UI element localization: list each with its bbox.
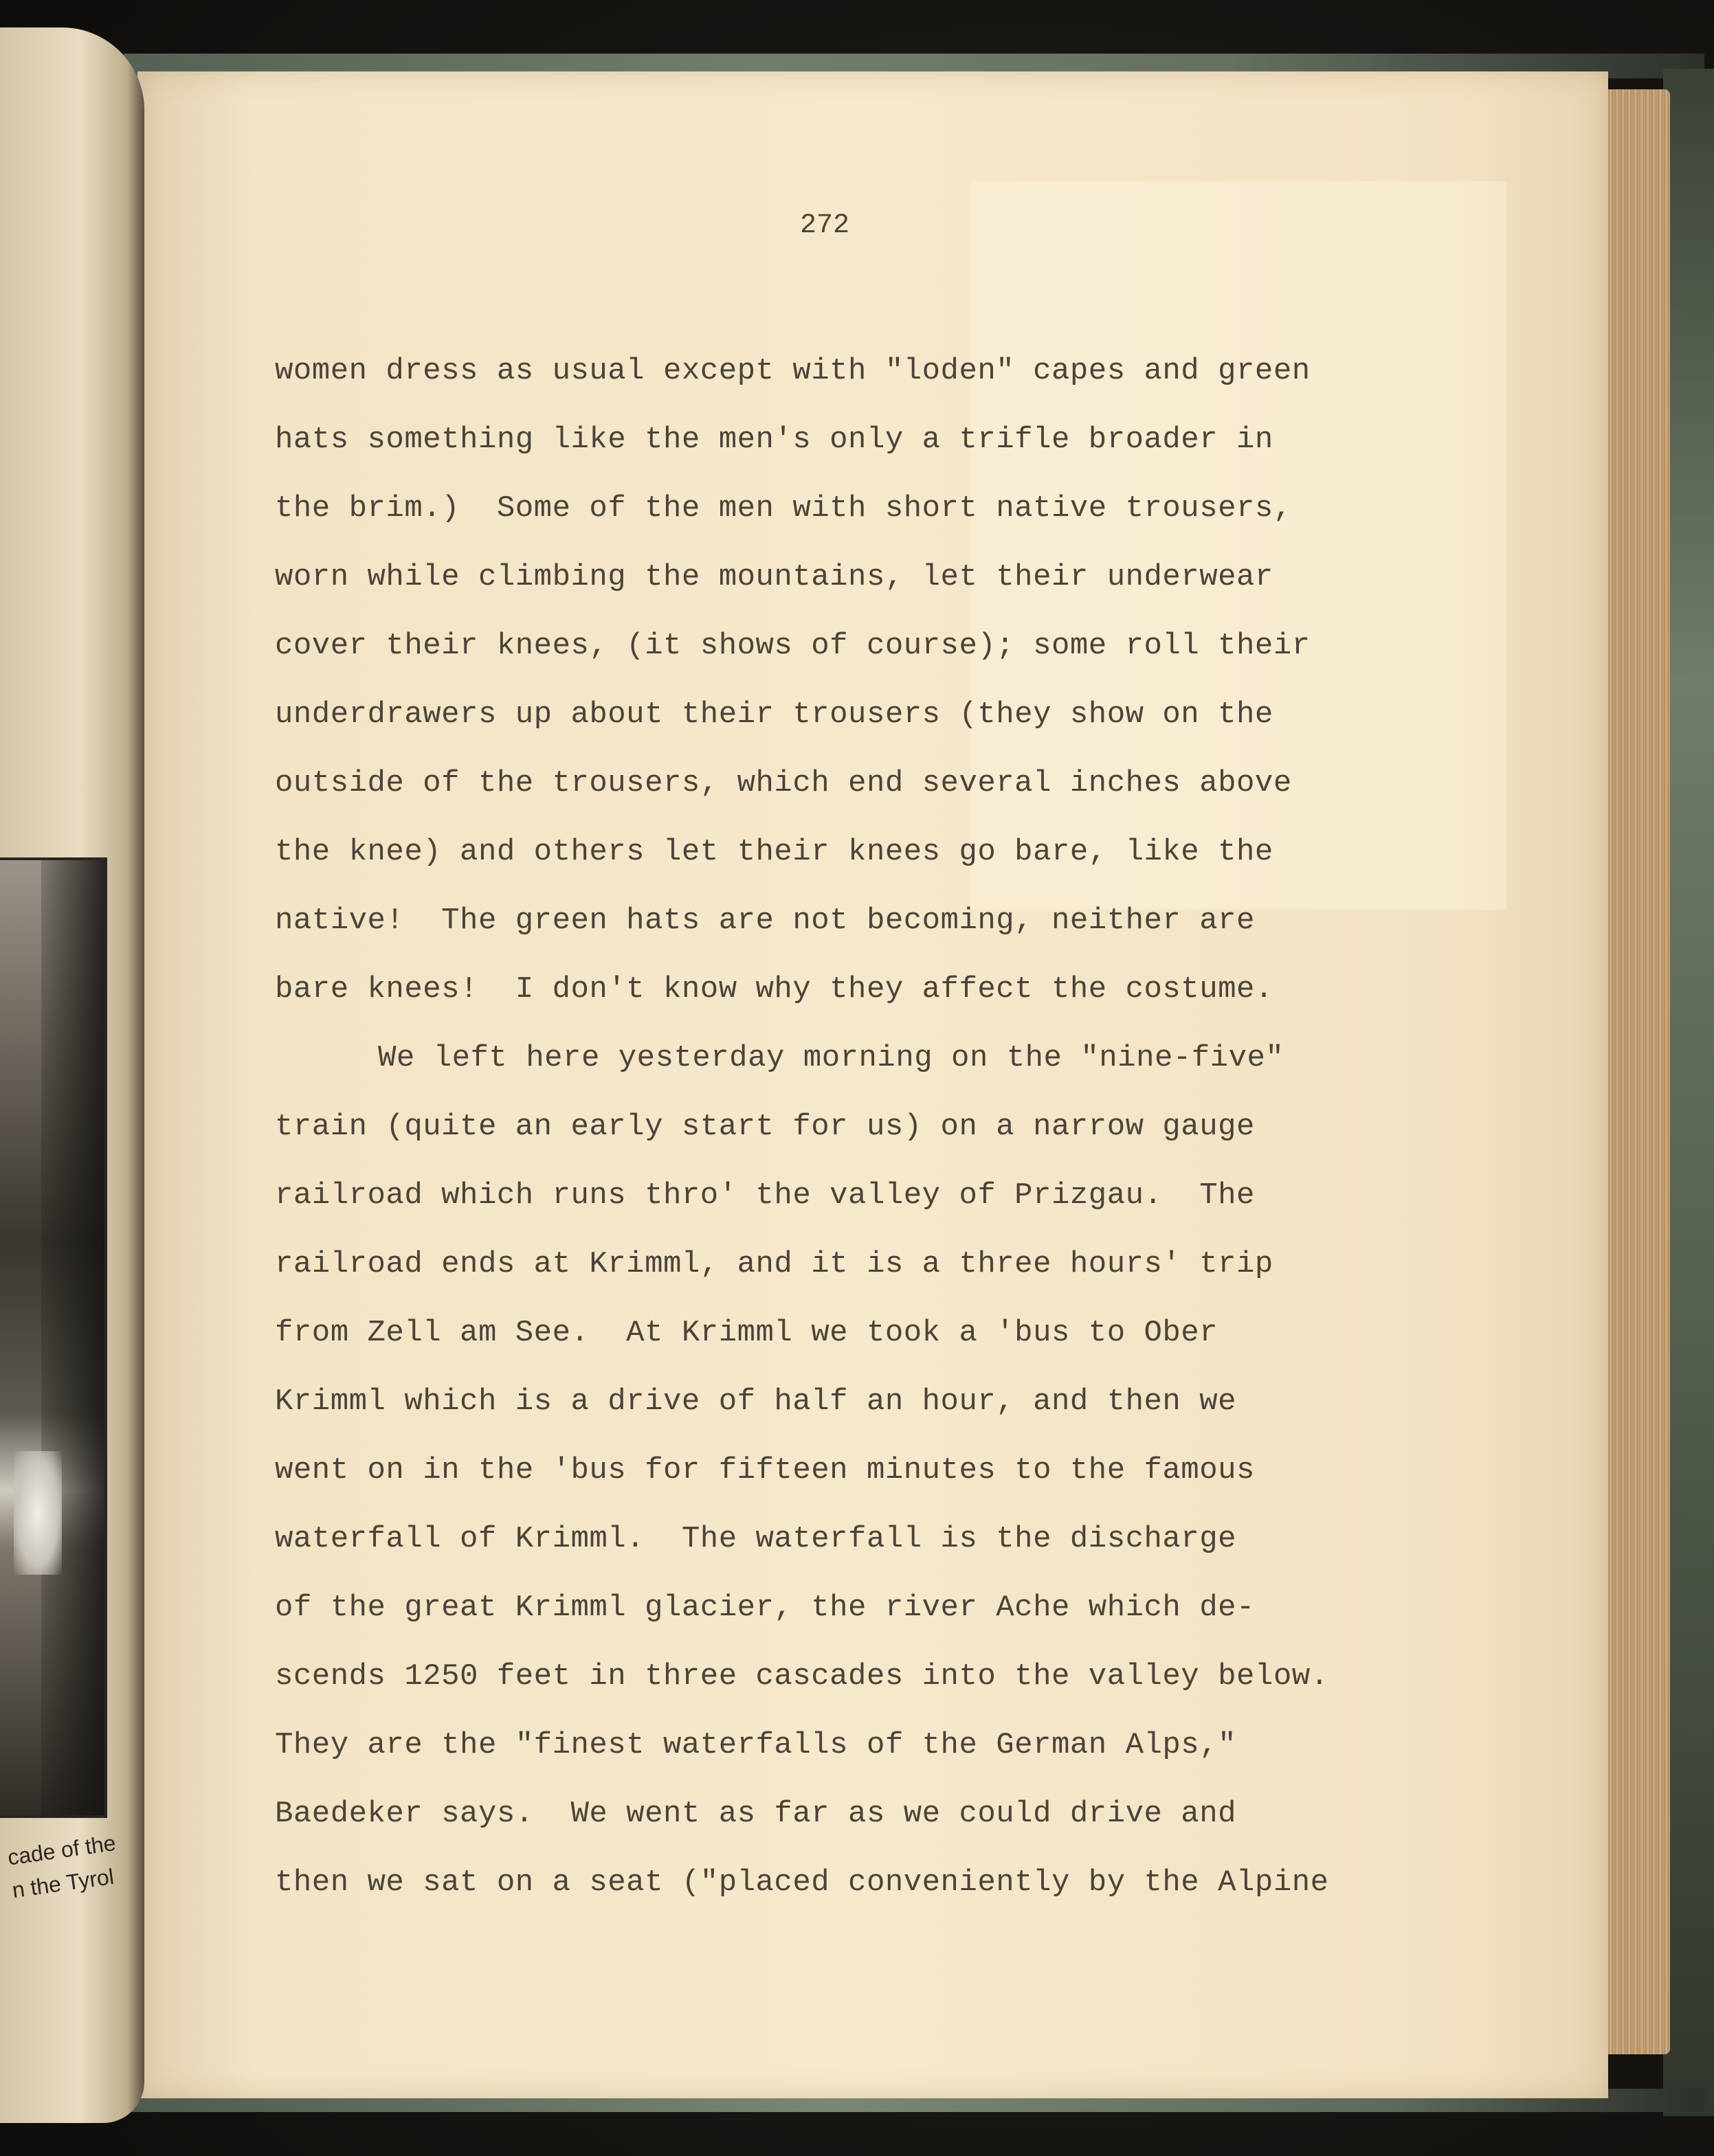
text-line: cover their knees, (it shows of course); some roll their: [275, 629, 1311, 663]
text-line: went on in the 'bus for fifteen minutes to the famous: [275, 1453, 1255, 1487]
text-line: outside of the trousers, which end several inches above: [275, 766, 1292, 800]
body-text: [275, 349, 1443, 1929]
text-line: then we sat on a seat ("placed conveniently by the Alpine: [275, 1865, 1329, 1900]
text-line: We left here yesterday morning on the "nine-five": [378, 1041, 1284, 1075]
text-line: underdrawers up about their trousers (they show on the: [275, 697, 1273, 732]
text-line: from Zell am See. At Krimml we took a 'bus to Ober: [275, 1316, 1218, 1350]
text-line: the knee) and others let their knees go bare, like the: [275, 835, 1273, 869]
text-line: Krimml which is a drive of half an hour, and then we: [275, 1384, 1237, 1419]
text-line: train (quite an early start for us) on a narrow gauge: [275, 1110, 1255, 1144]
photo-caption: [5, 1824, 137, 1907]
text-line: women dress as usual except with "loden" capes and green: [275, 354, 1311, 388]
photo-waterfall: [14, 1451, 62, 1575]
waterfall-photograph: [0, 857, 107, 1818]
text-line: native! The green hats are not becoming, neither are: [275, 903, 1255, 938]
text-line: Baedeker says. We went as far as we could drive and: [275, 1797, 1237, 1831]
text-line: railroad which runs thro' the valley of Prizgau. The: [275, 1178, 1255, 1213]
text-line: worn while climbing the mountains, let their underwear: [275, 560, 1273, 594]
caption-line: n the Tyrol: [10, 1863, 115, 1903]
text-line: railroad ends at Krimml, and it is a three hours' trip: [275, 1247, 1273, 1281]
text-line: waterfall of Krimml. The waterfall is the discharge: [275, 1522, 1237, 1556]
text-line: hats something like the men's only a trifle broader in: [275, 423, 1273, 457]
page-number: 272: [799, 210, 849, 241]
cloth-binding-right: [1663, 69, 1714, 2116]
text-line: the brim.) Some of the men with short native trousers,: [275, 491, 1292, 526]
caption-line: cade of the: [5, 1830, 118, 1870]
text-line: scends 1250 feet in three cascades into the valley below.: [275, 1659, 1329, 1694]
text-line: bare knees! I don't know why they affect the costume.: [275, 972, 1273, 1007]
text-line: They are the "finest waterfalls of the German Alps,": [275, 1728, 1237, 1762]
text-line: of the great Krimml glacier, the river Ache which de-: [275, 1591, 1255, 1625]
photo-trees: [41, 860, 104, 1815]
facing-page: [0, 27, 144, 2123]
